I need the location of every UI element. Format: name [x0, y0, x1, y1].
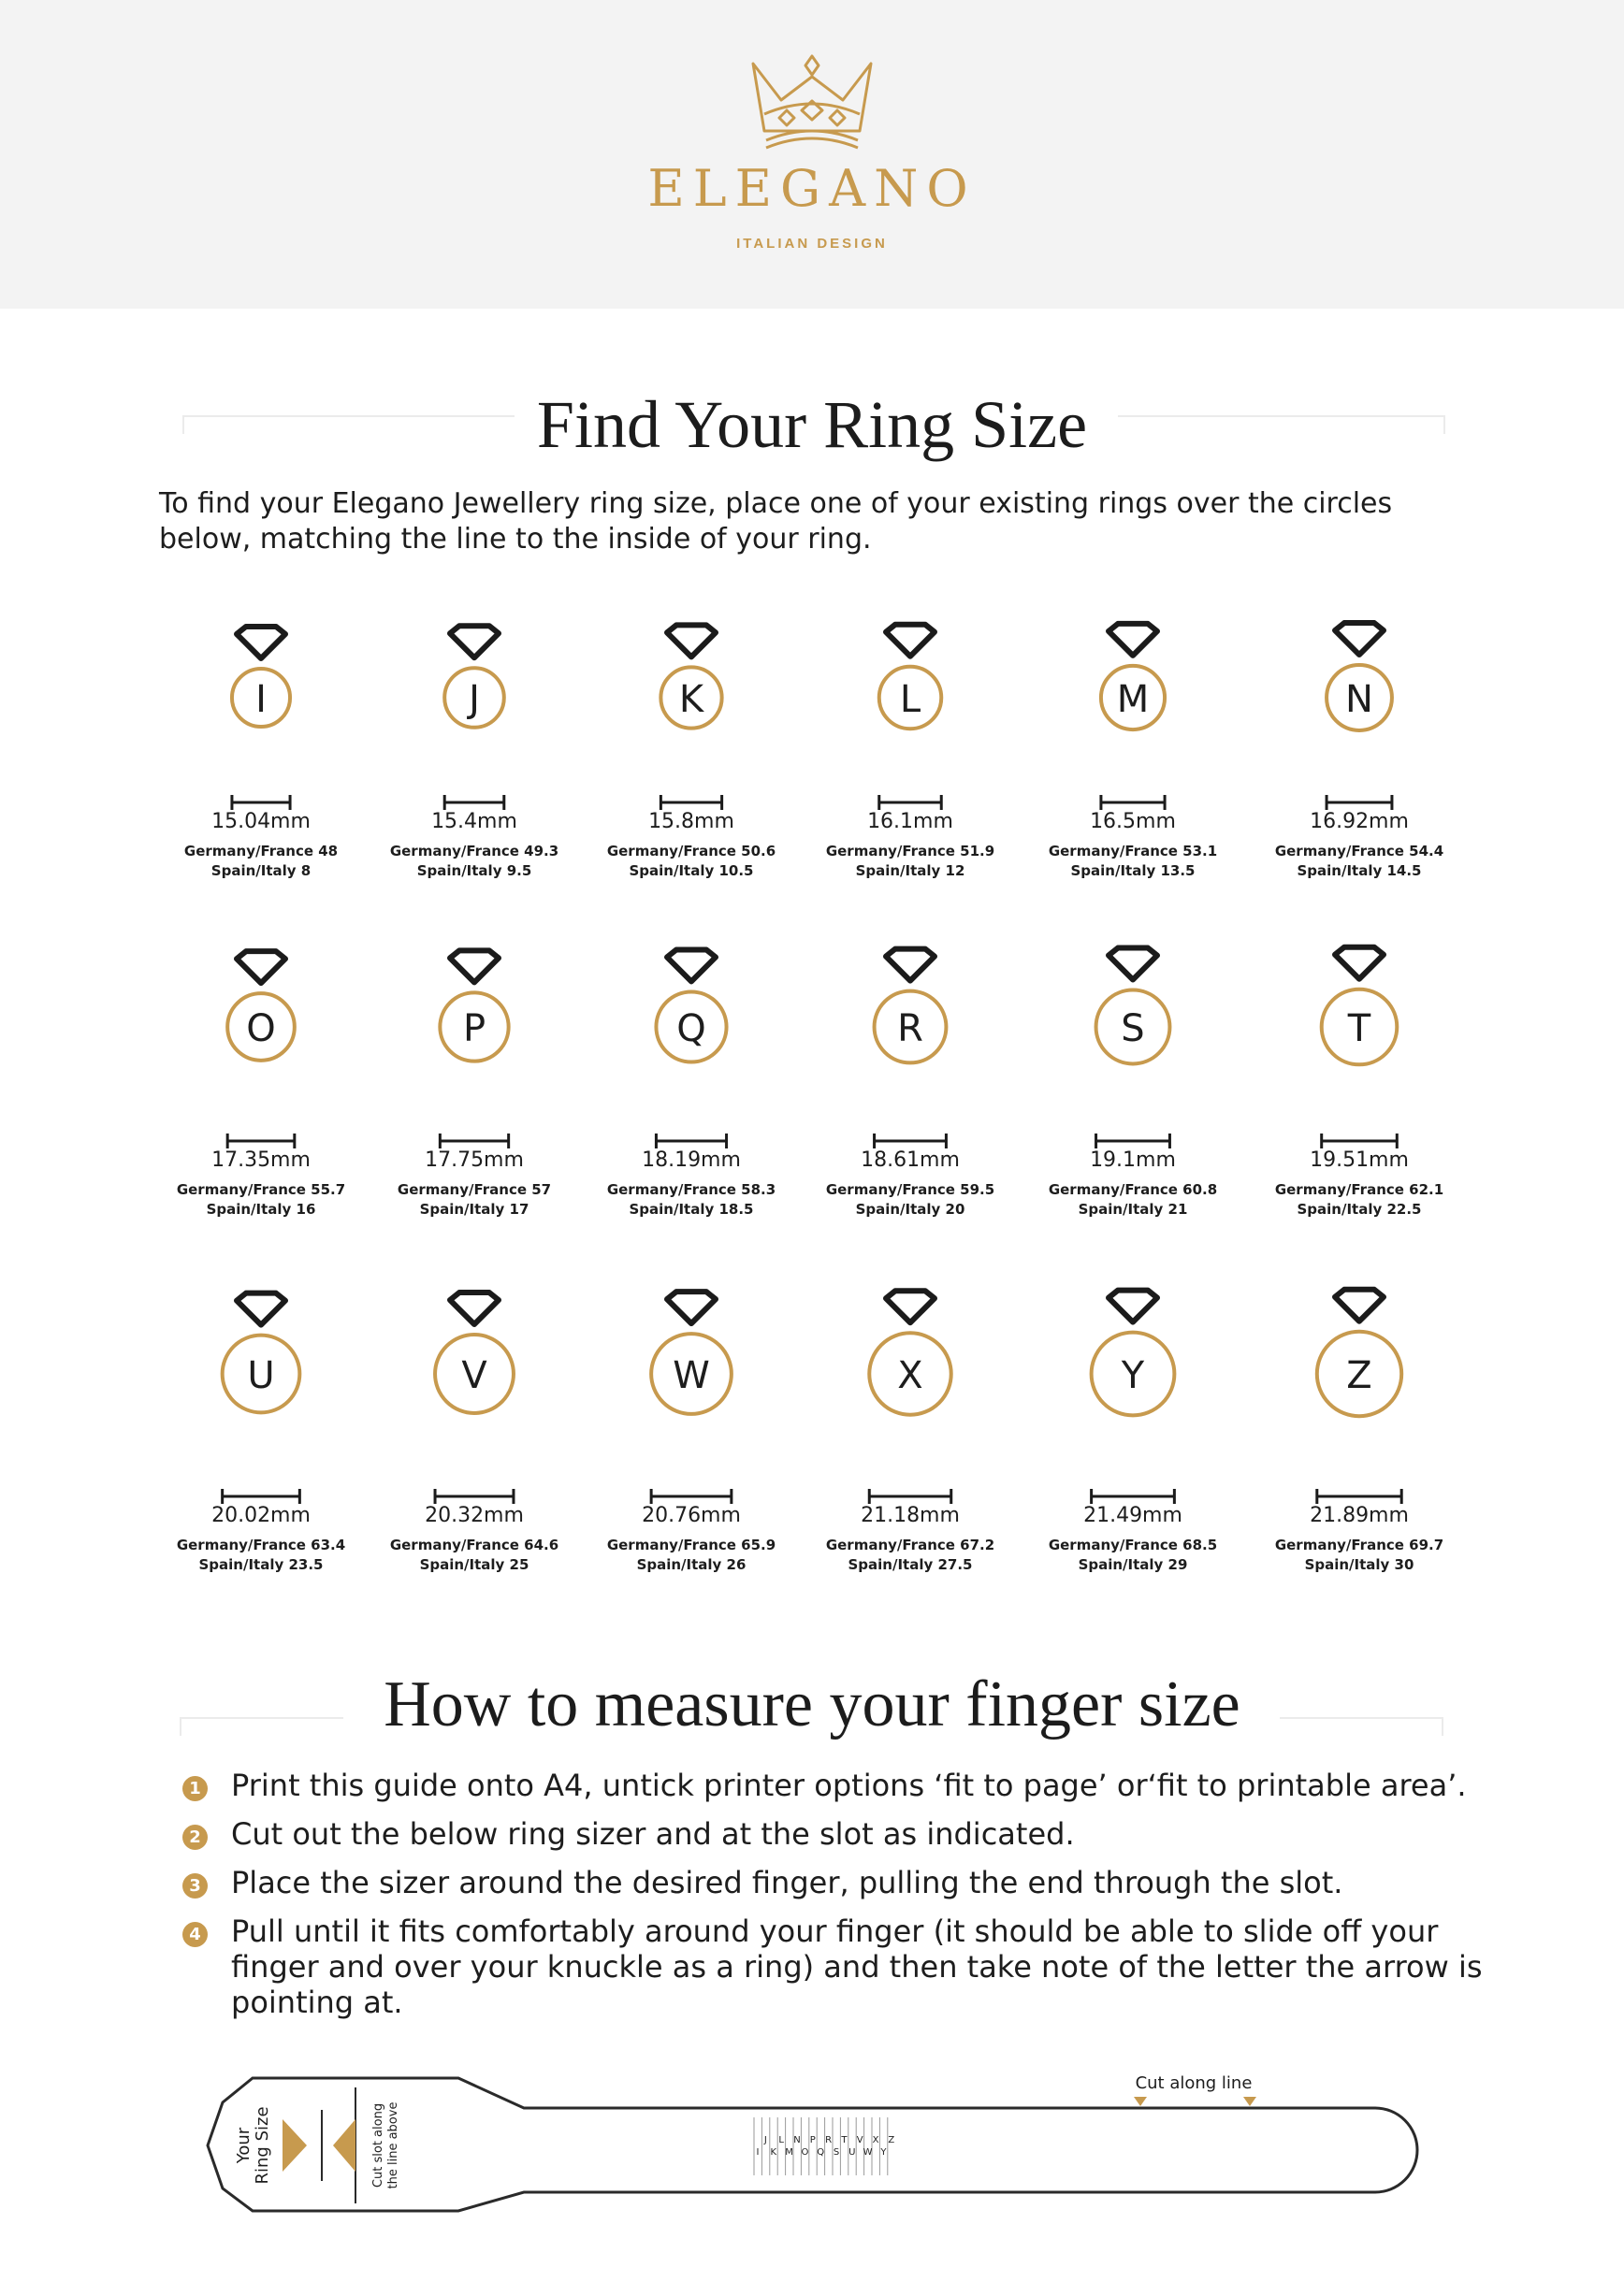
- ring-letter: U: [247, 1354, 275, 1397]
- ring-size-X: [869, 1291, 950, 1504]
- ring-letter: M: [1116, 678, 1150, 721]
- diameter-bar: [1317, 1489, 1401, 1504]
- ring-sizer-strip: [0, 2039, 1624, 2296]
- spain-italy-size: Spain/Italy 10.5: [629, 862, 754, 879]
- cut-along-line-label: Cut along line: [1135, 2073, 1253, 2093]
- ring-diameter-mm: 17.75mm: [425, 1148, 524, 1172]
- ring-size-Q: [656, 949, 726, 1148]
- sizer-scale-letter: R: [825, 2135, 833, 2145]
- brand-name: ELEGANO: [647, 159, 977, 218]
- germany-france-size: Germany/France 51.9: [825, 843, 995, 859]
- spain-italy-size: Spain/Italy 17: [419, 1201, 529, 1218]
- diameter-bar: [660, 795, 721, 810]
- diamond-icon: [886, 949, 935, 981]
- ring-size-X-labels: [803, 1504, 1018, 1575]
- spain-italy-size: Spain/Italy 26: [636, 1556, 747, 1573]
- germany-france-size: Germany/France 48: [183, 843, 339, 859]
- ring-size-I: [232, 627, 290, 810]
- ring-letter: W: [673, 1354, 710, 1397]
- diameter-bar: [651, 1489, 732, 1504]
- step-2: [182, 1816, 1492, 1852]
- diamond-icon: [450, 950, 499, 982]
- ring-diameter-mm: 20.32mm: [425, 1504, 524, 1527]
- ring-diameter-mm: 16.1mm: [867, 810, 953, 833]
- diameter-bar: [232, 795, 290, 810]
- sizer-scale-letter: W: [863, 2147, 873, 2158]
- ring-diameter-mm: 18.19mm: [642, 1148, 741, 1172]
- germany-france-size: Germany/France 57: [397, 1181, 552, 1198]
- diamond-icon: [667, 625, 716, 657]
- diamond-icon: [1109, 624, 1157, 656]
- diamond-icon: [237, 1293, 285, 1325]
- germany-france-size: Germany/France 49.3: [389, 843, 559, 859]
- ring-diameter-mm: 16.92mm: [1310, 810, 1409, 833]
- diamond-icon: [1109, 1291, 1157, 1322]
- ring-letter: O: [246, 1007, 276, 1050]
- germany-france-size: Germany/France 55.7: [176, 1181, 346, 1198]
- diameter-bar: [223, 1489, 300, 1504]
- diamond-icon: [450, 1292, 499, 1324]
- ring-size-Y: [1092, 1291, 1175, 1504]
- sizer-scale-letter: Q: [817, 2147, 825, 2158]
- germany-france-size: Germany/France 63.4: [176, 1537, 346, 1553]
- ring-letter: N: [1345, 678, 1373, 721]
- spain-italy-size: Spain/Italy 23.5: [198, 1556, 324, 1573]
- ring-size-N-labels: [1252, 810, 1467, 881]
- diameter-bar: [1092, 1489, 1175, 1504]
- germany-france-size: Germany/France 62.1: [1274, 1181, 1444, 1198]
- sizer-scale-letter: Y: [880, 2147, 887, 2158]
- measure-title: How to measure your finger size: [384, 1668, 1240, 1740]
- ring-letter: T: [1347, 1007, 1371, 1050]
- ring-size-Q-labels: [584, 1148, 799, 1220]
- diameter-bar: [1101, 795, 1165, 810]
- ring-size-K: [660, 625, 721, 810]
- ring-letter: R: [897, 1007, 923, 1050]
- ring-size-R-labels: [803, 1148, 1018, 1220]
- ring-size-S: [1096, 948, 1170, 1148]
- ring-size-I-labels: [153, 810, 369, 881]
- sizer-scale-letter: S: [833, 2147, 840, 2158]
- spain-italy-size: Spain/Italy 22.5: [1297, 1201, 1422, 1218]
- sizer-scale-letter: M: [785, 2147, 793, 2158]
- spain-italy-size: Spain/Italy 30: [1304, 1556, 1414, 1573]
- sizer-slot-label-1: Cut slot along: [371, 2102, 385, 2188]
- germany-france-size: Germany/France 60.8: [1048, 1181, 1218, 1198]
- spain-italy-size: Spain/Italy 21: [1078, 1201, 1188, 1218]
- ring-size-N: [1327, 623, 1392, 810]
- spain-italy-size: Spain/Italy 12: [855, 862, 965, 879]
- sizer-scale-letter: T: [841, 2135, 848, 2145]
- step-1-number: 1: [182, 1776, 208, 1801]
- spain-italy-size: Spain/Italy 14.5: [1297, 862, 1422, 879]
- cut-marker-1-icon: [1134, 2097, 1147, 2106]
- germany-france-size: Germany/France 50.6: [606, 843, 776, 859]
- germany-france-size: Germany/France 65.9: [606, 1537, 776, 1553]
- diamond-icon: [886, 1291, 935, 1322]
- spain-italy-size: Spain/Italy 27.5: [848, 1556, 973, 1573]
- spain-italy-size: Spain/Italy 13.5: [1070, 862, 1196, 879]
- cut-marker-2-icon: [1243, 2097, 1256, 2106]
- diamond-icon: [1335, 623, 1384, 655]
- ring-diameter-mm: 17.35mm: [211, 1148, 311, 1172]
- step-3-text: Place the sizer around the desired finger, pulling the end through the slot.: [231, 1865, 1343, 1900]
- diameter-bar: [440, 1134, 508, 1148]
- sizer-scale-letter: Z: [888, 2135, 895, 2145]
- ring-size-M: [1101, 624, 1165, 810]
- ring-size-R: [875, 949, 947, 1148]
- diameter-bar: [656, 1134, 726, 1148]
- germany-france-size: Germany/France 58.3: [606, 1181, 776, 1198]
- ring-diameter-mm: 21.89mm: [1310, 1504, 1409, 1527]
- diameter-bar: [1096, 1134, 1170, 1148]
- ring-letter: P: [462, 1007, 486, 1050]
- ring-size-O-labels: [153, 1148, 369, 1220]
- ring-size-M-labels: [1025, 810, 1240, 881]
- ring-diameter-mm: 16.5mm: [1090, 810, 1176, 833]
- ring-size-O: [227, 951, 295, 1148]
- ring-size-U-labels: [153, 1504, 369, 1575]
- sizer-scale-letter: P: [809, 2135, 816, 2145]
- ring-size-intro: To find your Elegano Jewellery ring size, place one of your existing rings over the circles below, matching the line to the inside of your ring.: [159, 487, 1393, 556]
- sizer-scale-letter: N: [793, 2135, 801, 2145]
- spain-italy-size: Spain/Italy 29: [1078, 1556, 1188, 1573]
- ring-letter: J: [469, 678, 480, 721]
- ring-letter: X: [897, 1354, 923, 1397]
- ring-diameter-mm: 19.51mm: [1310, 1148, 1409, 1172]
- ring-size-P: [440, 950, 508, 1148]
- diamond-icon: [1335, 947, 1384, 979]
- spain-italy-size: Spain/Italy 25: [419, 1556, 529, 1573]
- ring-diameter-mm: 20.02mm: [211, 1504, 311, 1527]
- sizer-scale-letter: O: [801, 2147, 809, 2158]
- ring-size-title: Find Your Ring Size: [536, 387, 1088, 462]
- ring-size-L-labels: [803, 810, 1018, 881]
- diameter-bar: [435, 1489, 514, 1504]
- germany-france-size: Germany/France 68.5: [1048, 1537, 1218, 1553]
- germany-france-size: Germany/France 67.2: [825, 1537, 995, 1553]
- ring-size-V-labels: [367, 1504, 582, 1575]
- ring-diameter-mm: 15.4mm: [431, 810, 517, 833]
- sizer-scale-letter: V: [856, 2135, 863, 2145]
- germany-france-size: Germany/France 54.4: [1274, 843, 1444, 859]
- ring-letter: S: [1121, 1007, 1145, 1050]
- ring-size-Y-labels: [1025, 1504, 1240, 1575]
- diamond-icon: [1335, 1290, 1384, 1321]
- ring-letter: Z: [1346, 1354, 1372, 1397]
- step-3-number: 3: [182, 1873, 208, 1899]
- spain-italy-size: Spain/Italy 9.5: [416, 862, 532, 879]
- diameter-bar: [869, 1489, 950, 1504]
- ring-size-J-labels: [367, 810, 582, 881]
- diamond-icon: [237, 951, 285, 983]
- sizer-slot-label-2: the line above: [386, 2101, 400, 2189]
- sizer-scale-letter: U: [848, 2147, 856, 2158]
- ring-size-T: [1322, 947, 1398, 1148]
- ring-size-J: [444, 626, 504, 810]
- ring-letter: K: [678, 678, 704, 721]
- ring-letter: Y: [1121, 1354, 1145, 1397]
- ring-diameter-mm: 21.18mm: [861, 1504, 960, 1527]
- sizer-scale-letter: L: [778, 2135, 784, 2145]
- germany-france-size: Germany/France 69.7: [1274, 1537, 1444, 1553]
- spain-italy-size: Spain/Italy 16: [206, 1201, 316, 1218]
- ring-size-V: [435, 1292, 514, 1504]
- germany-france-size: Germany/France 53.1: [1048, 843, 1218, 859]
- ring-letter: V: [461, 1354, 487, 1397]
- diameter-bar: [227, 1134, 295, 1148]
- ring-letter: I: [255, 678, 267, 721]
- sizer-scale-letter: K: [770, 2147, 777, 2158]
- diameter-bar: [444, 795, 504, 810]
- ring-diameter-mm: 19.1mm: [1090, 1148, 1176, 1172]
- step-1: [182, 1768, 1492, 1803]
- ring-diameter-mm: 18.61mm: [861, 1148, 960, 1172]
- brand-tagline: ITALIAN DESIGN: [736, 236, 888, 252]
- ring-size-W-labels: [584, 1504, 799, 1575]
- ring-size-Z-labels: [1252, 1504, 1467, 1575]
- ring-letter: L: [899, 678, 921, 721]
- step-4-number: 4: [182, 1922, 208, 1947]
- ring-size-Z: [1317, 1290, 1401, 1504]
- step-1-text: Print this guide onto A4, untick printer options ‘fit to page’ or‘fit to printable area’.: [231, 1768, 1467, 1803]
- diamond-icon: [667, 949, 716, 981]
- diamond-icon: [450, 626, 499, 657]
- diamond-icon: [237, 627, 285, 658]
- ring-diameter-mm: 20.76mm: [642, 1504, 741, 1527]
- spain-italy-size: Spain/Italy 8: [210, 862, 312, 879]
- diameter-bar: [875, 1134, 947, 1148]
- measure-steps: [182, 1768, 1492, 2033]
- germany-france-size: Germany/France 59.5: [825, 1181, 995, 1198]
- ring-size-K-labels: [584, 810, 799, 881]
- diamond-icon: [667, 1292, 716, 1323]
- ring-letter: Q: [676, 1007, 706, 1050]
- ring-diameter-mm: 15.8mm: [648, 810, 734, 833]
- sizer-label-your: Your: [234, 2127, 254, 2164]
- ring-size-S-labels: [1025, 1148, 1240, 1220]
- diameter-bar: [879, 795, 941, 810]
- diamond-icon: [886, 625, 935, 657]
- step-4-text: Pull until it fits comfortably around your finger (it should be able to slide off your finger and over your knuckle as a ring) and then take note of the letter the arrow is pointing at.: [231, 1913, 1483, 2020]
- step-4: [182, 1913, 1492, 2020]
- ring-size-U: [223, 1293, 300, 1504]
- spain-italy-size: Spain/Italy 18.5: [629, 1201, 754, 1218]
- germany-france-size: Germany/France 64.6: [389, 1537, 559, 1553]
- diamond-icon: [1109, 948, 1157, 980]
- ring-size-P-labels: [367, 1148, 582, 1220]
- diameter-bar: [1327, 795, 1392, 810]
- sizer-scale-letter: X: [872, 2135, 879, 2145]
- step-2-text: Cut out the below ring sizer and at the slot as indicated.: [231, 1816, 1075, 1852]
- spain-italy-size: Spain/Italy 20: [855, 1201, 965, 1218]
- sizer-label-ring-size: Ring Size: [253, 2106, 272, 2185]
- ring-diameter-mm: 21.49mm: [1083, 1504, 1182, 1527]
- sizer-scale-letter: J: [763, 2135, 767, 2145]
- step-3: [182, 1865, 1492, 1900]
- step-2-number: 2: [182, 1825, 208, 1850]
- ring-size-W: [651, 1292, 732, 1504]
- ring-size-L: [879, 625, 941, 810]
- diameter-bar: [1322, 1134, 1398, 1148]
- sizer-scale-letter: I: [756, 2147, 760, 2158]
- ring-size-T-labels: [1252, 1148, 1467, 1220]
- ring-diameter-mm: 15.04mm: [211, 810, 311, 833]
